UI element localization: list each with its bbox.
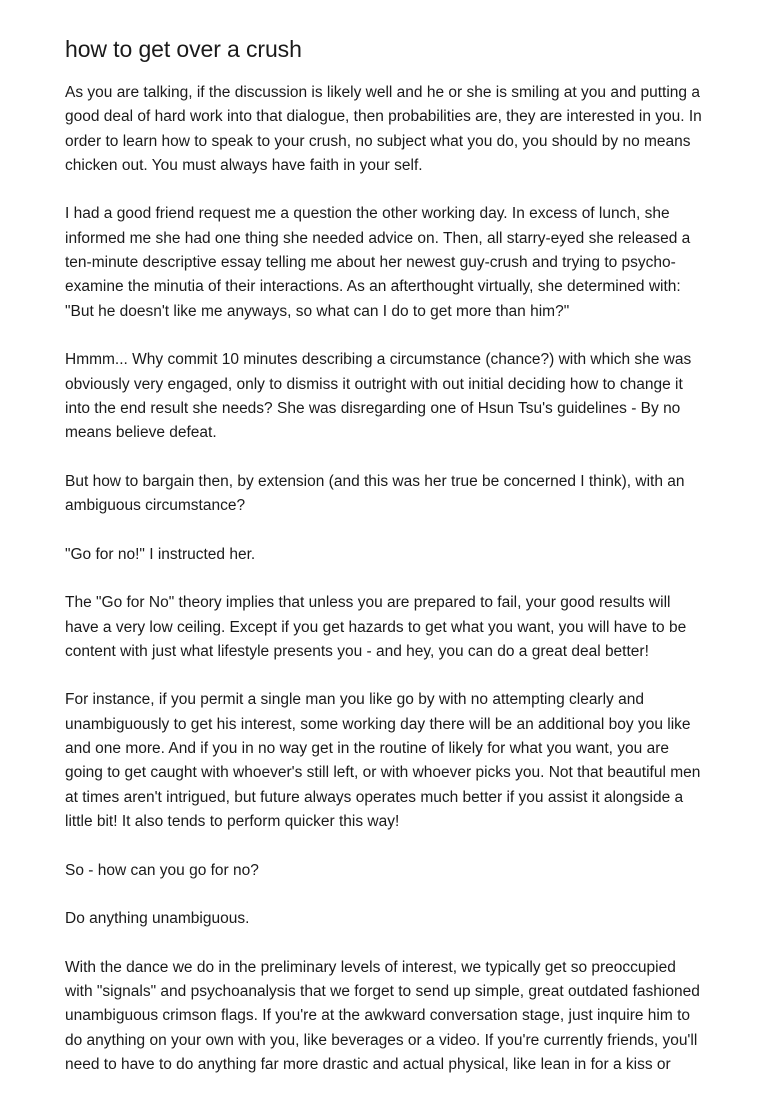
paragraph-9: Do anything unambiguous.	[65, 910, 250, 928]
paragraph-4: But how to bargain then, by extension (and this was her true be concerned I think), with an ambiguous circumstance?	[65, 472, 685, 515]
paragraph-1: As you are talking, if the discussion is likely well and he or she is smiling at you and putting a good deal of hard work into that dialogue, then probabilities are, they are interested in you. In order to learn how to speak to your crush, no subject what you do, you should by no means chicken out. You must always have faith in your self.	[65, 84, 702, 174]
paragraph-3: Hmmm... Why commit 10 minutes describing a circumstance (chance?) with which she was obviously very engaged, only to dismiss it outright with out initial deciding how to change it into the end result she needs? She was disregarding one of Hsun Tsu's guidelines - By no means believe defeat.	[65, 351, 692, 442]
paragraph-7: For instance, if you permit a single man you like go by with no attempting clearly and unambiguously to get his interest, some working day there will be an additional boy you like and one more. And if you in no way get in the routine of likely for what you want, you are going to get caught with whoever's still left, or with whoever picks you. Not that beautiful men at times aren't intrigued, but future always operates much better if you assist it alongside a little bit! It also tends to perform quicker this way!	[65, 691, 701, 830]
page-title: how to get over a crush	[65, 36, 302, 62]
paragraph-10: With the dance we do in the preliminary levels of interest, we typically get so preoccupied with "signals" and psychoanalysis that we forget to send up simple, great outdated fashioned unambiguous crimson flags. If you're at the awkward conversation stage, just inquire him to do anything on your own with you, like beverages or a video. If you're currently friends, you'll need to have to do anything far more drastic and actual physical, like lean in for a kiss or	[65, 958, 700, 1073]
paragraph-6: The "Go for No" theory implies that unless you are prepared to fail, your good results will have a very low ceiling. Except if you get hazards to get what you want, you will have to be content with just what lifestyle presents you - and hey, you can do a great deal better!	[65, 594, 687, 660]
paragraph-8: So - how can you go for no?	[65, 861, 259, 879]
document-page	[65, 35, 715, 1101]
paragraph-2: I had a good friend request me a question the other working day. In excess of lunch, she informed me she had one thing she needed advice on. Then, all starry-eyed she released a ten-minute descriptive essay telling me about her newest guy-crush and trying to psycho- examine the minutia of their interactions. As an afterthought virtually, she determined with: "But he doesn't like me anyways, so what can I do to get more than him?"	[65, 205, 691, 320]
paragraph-5: "Go for no!" I instructed her.	[65, 545, 256, 563]
